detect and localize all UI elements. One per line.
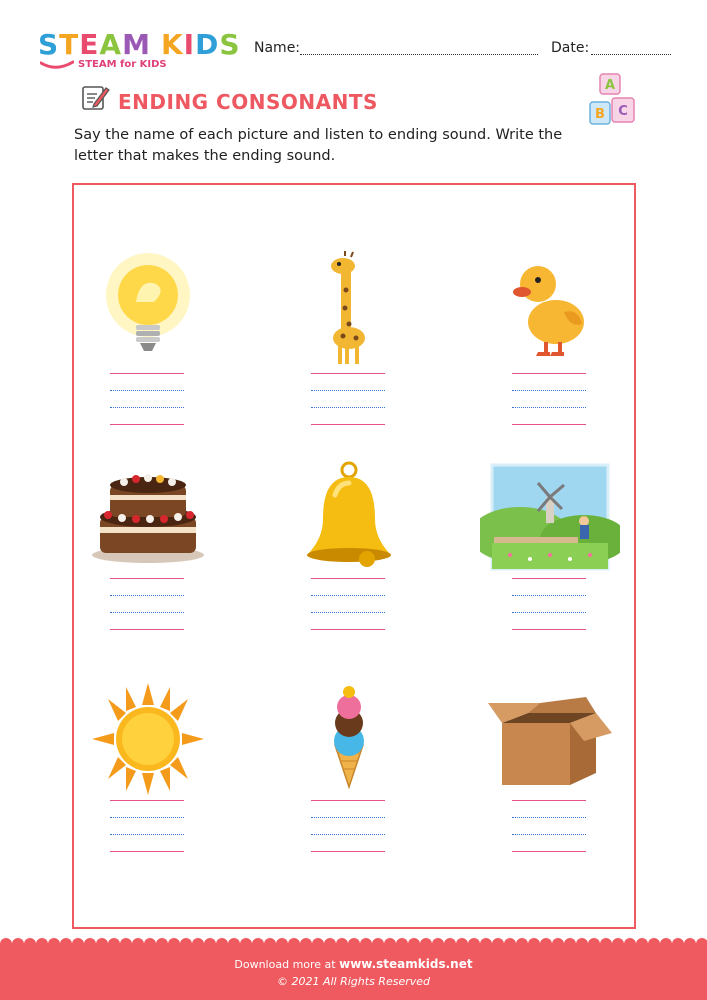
item-box <box>480 683 620 873</box>
footer <box>0 944 707 1000</box>
farm-windmill-icon <box>480 455 620 575</box>
brand-wordmark: STEAM KIDS <box>38 28 241 61</box>
duck-icon <box>480 250 620 370</box>
worksheet-title: ENDING CONSONANTS <box>118 90 378 114</box>
download-line <box>0 957 707 971</box>
item-farm <box>480 455 620 645</box>
item-bell <box>279 455 419 645</box>
svg-text:A: A <box>604 78 616 93</box>
date-field[interactable] <box>591 54 671 55</box>
ice-cream-icon <box>279 683 419 803</box>
site-link[interactable]: www.steamkids.net <box>339 957 473 971</box>
date-label: Date: <box>551 40 590 56</box>
svg-text:B: B <box>595 107 605 122</box>
item-giraffe <box>279 250 419 440</box>
item-light-bulb <box>78 250 218 440</box>
box-icon <box>480 683 620 803</box>
pencil-paper-icon <box>80 82 110 112</box>
download-prefix: Download more at <box>234 958 340 971</box>
steam-kids-logo <box>38 28 241 72</box>
item-ice-cream <box>279 683 419 873</box>
light-bulb-icon <box>78 250 218 370</box>
copyright: © 2021 All Rights Reserved <box>276 975 430 988</box>
giraffe-icon <box>279 250 419 370</box>
name-label: Name: <box>254 40 301 56</box>
item-duck <box>480 250 620 440</box>
footer-scallop-border <box>0 938 707 950</box>
svg-text:C: C <box>618 104 628 119</box>
abc-blocks-icon <box>588 72 636 128</box>
brand-tagline: STEAM for KIDS <box>78 59 167 70</box>
sun-icon <box>78 683 218 803</box>
item-cake <box>78 455 218 645</box>
instructions: Say the name of each picture and listen to ending sound. Write the letter that makes the ending sound. <box>74 127 563 164</box>
bell-icon <box>279 455 419 575</box>
cake-icon <box>78 455 218 575</box>
name-field[interactable] <box>300 54 538 55</box>
logo-swoosh-icon <box>40 60 74 70</box>
item-sun <box>78 683 218 873</box>
